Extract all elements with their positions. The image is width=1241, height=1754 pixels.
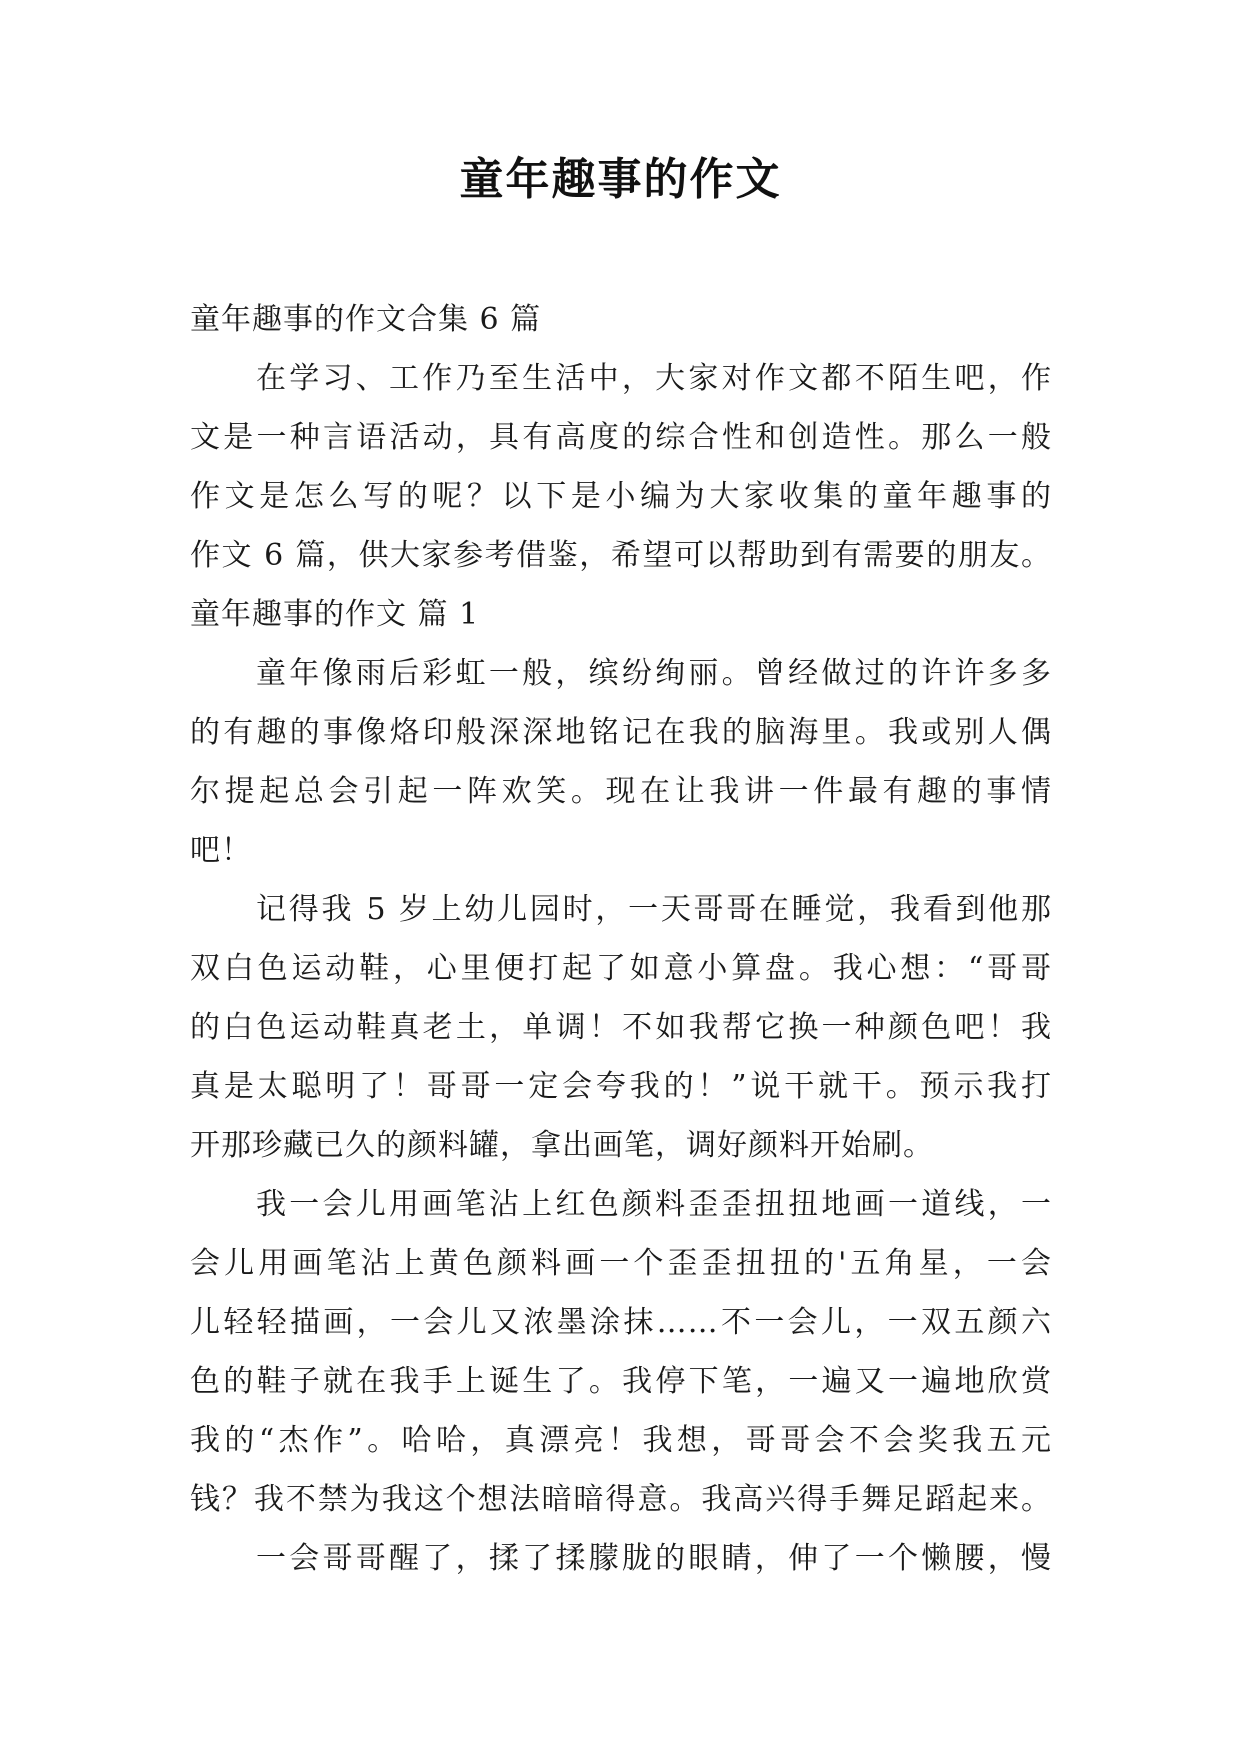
text-line: 我的“杰作”。哈哈，真漂亮！我想，哥哥会不会奖我五元 [190, 1423, 1052, 1458]
text-line: 记得我 5 岁上幼儿园时，一天哥哥在睡觉，我看到他那 [256, 892, 1052, 927]
text-line: 我一会儿用画笔沾上红色颜料歪歪扭扭地画一道线，一 [256, 1187, 1052, 1222]
text-line: 的白色运动鞋真老土，单调！不如我帮它换一种颜色吧！我 [190, 1010, 1052, 1045]
text-line: 的有趣的事像烙印般深深地铭记在我的脑海里。我或别人偶 [190, 715, 1052, 750]
text-line: 开那珍藏已久的颜料罐，拿出画笔，调好颜料开始刷。 [190, 1128, 934, 1163]
text-line: 儿轻轻描画，一会儿又浓墨涂抹……不一会儿，一双五颜六 [190, 1305, 1052, 1340]
text-line: 童年像雨后彩虹一般，缤纷绚丽。曾经做过的许许多多 [256, 656, 1052, 691]
text-line: 色的鞋子就在我手上诞生了。我停下笔，一遍又一遍地欣赏 [190, 1364, 1052, 1399]
text-line: 文是一种言语活动，具有高度的综合性和创造性。那么一般 [190, 420, 1052, 455]
text-line: 钱？我不禁为我这个想法暗暗得意。我高兴得手舞足蹈起来。 [190, 1482, 1052, 1517]
text-line: 吧！ [190, 833, 252, 868]
document-body [190, 290, 1052, 1588]
text-line: 在学习、工作乃至生活中，大家对作文都不陌生吧，作 [256, 361, 1052, 396]
document-title: 童年趣事的作文 [459, 154, 782, 205]
text-line: 作文是怎么写的呢？以下是小编为大家收集的童年趣事的 [190, 479, 1052, 514]
text-line: 双白色运动鞋，心里便打起了如意小算盘。我心想：“哥哥 [190, 951, 1052, 986]
section-heading: 童年趣事的作文 篇 1 [190, 597, 480, 632]
text-line: 童年趣事的作文合集 6 篇 [190, 302, 542, 337]
text-line: 会儿用画笔沾上黄色颜料画一个歪歪扭扭的'五角星，一会 [190, 1246, 1052, 1281]
text-line: 一会哥哥醒了，揉了揉朦胧的眼睛，伸了一个懒腰，慢 [256, 1541, 1052, 1576]
text-line: 真是太聪明了！哥哥一定会夸我的！”说干就干。预示我打 [190, 1069, 1052, 1104]
text-line: 尔提起总会引起一阵欢笑。现在让我讲一件最有趣的事情 [190, 774, 1052, 809]
text-line: 作文 6 篇，供大家参考借鉴，希望可以帮助到有需要的朋友。 [190, 538, 1052, 573]
